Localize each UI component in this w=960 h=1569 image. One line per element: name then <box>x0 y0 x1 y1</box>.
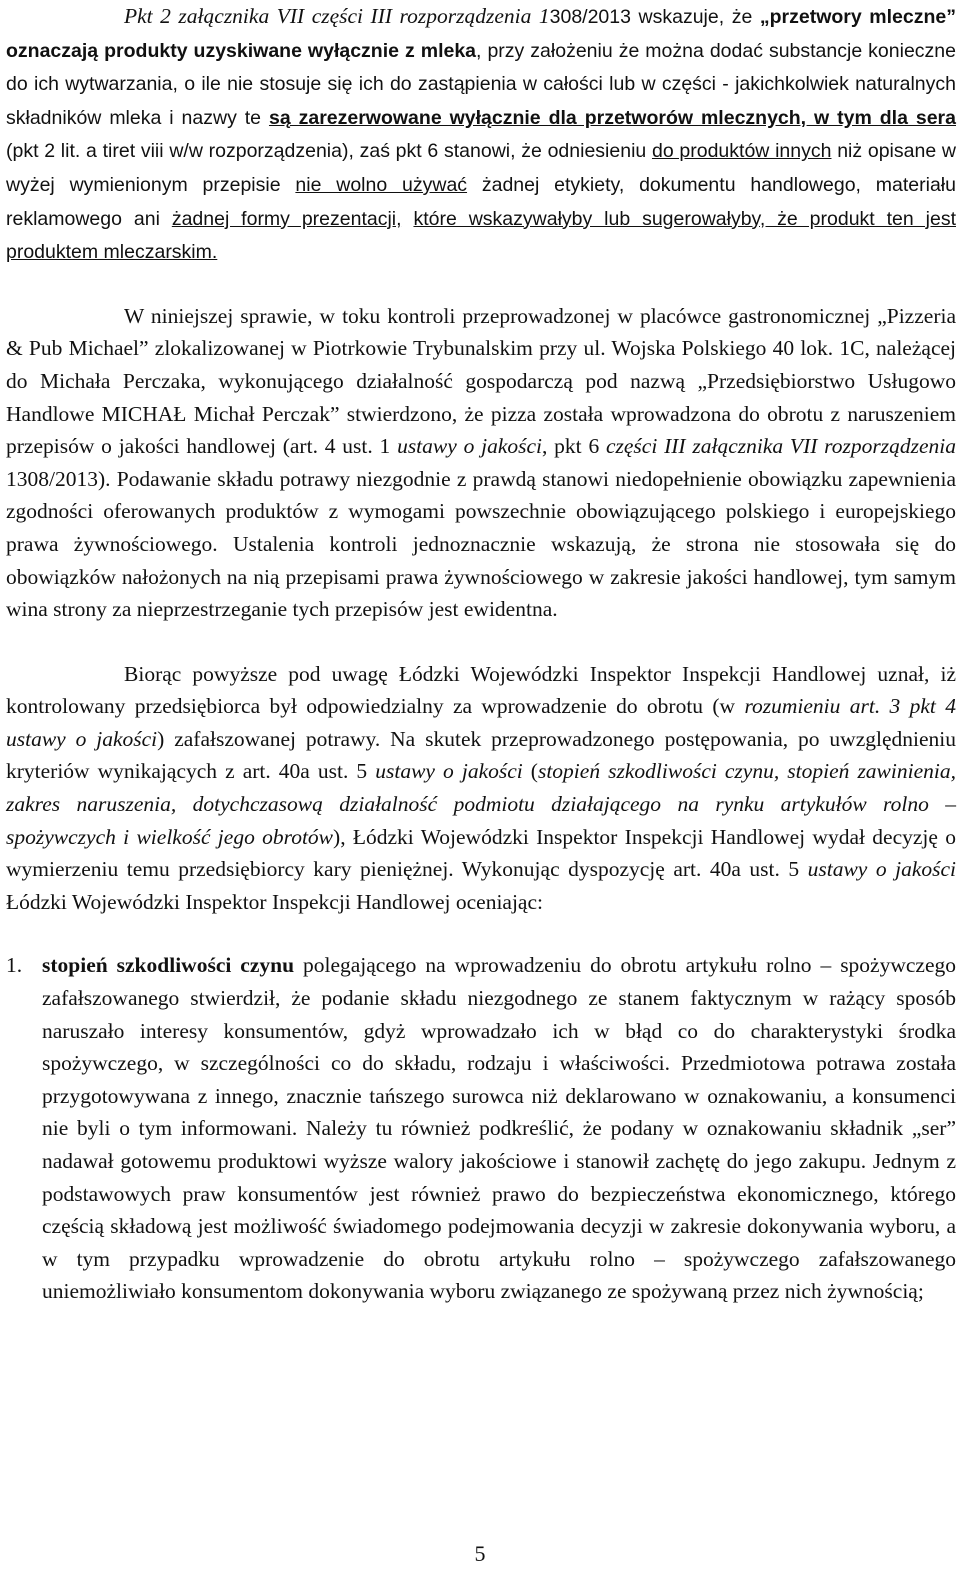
paragraph-inspection-findings <box>6 300 956 626</box>
text-span: , pkt 6 <box>542 434 606 459</box>
document-page <box>6 0 956 1308</box>
text-span: ( <box>522 759 538 784</box>
paragraph-spacer <box>6 269 956 300</box>
dairy-definition: „przetwory mleczne” oznaczają produkty uzyskiwane wyłącznie z mleka <box>6 6 956 62</box>
list-heading: stopień szkodliwości czynu <box>42 953 295 978</box>
text-span <box>402 208 414 230</box>
paragraph-decision <box>6 658 956 919</box>
text-span: żadnej etykiety, dokumentu handlowego, materiału reklamowego ani <box>6 173 956 230</box>
law-reference: rozumieniu art. 3 pkt 4 ustawy o jakości <box>6 694 956 751</box>
law-reference: ustawy o jakości <box>397 434 543 459</box>
text-span: ), Łódzki Wojewódzki Inspektor Inspekcji Handlowej wydał decyzję o wymierzeniu temu przedsiębiorcy kary pieniężnej. Wykonując dyspozycję art. 40a ust. 5 <box>6 824 956 882</box>
text-span: Łódzki Wojewódzki Inspektor Inspekcji Handlowej oceniając: <box>6 889 543 914</box>
law-reference: ustawy o jakości <box>375 759 523 784</box>
list-number: 1. <box>6 953 23 978</box>
text-span: ) zafałszowanej potrawy. Na skutek przeprowadzonego postępowania, po uwzględnieniu kryteriów wynikających z art. 40a ust. 5 <box>6 726 957 784</box>
regulation-reference: części III załącznika VII rozporządzenia <box>605 434 956 459</box>
regulation-reference: Pkt 2 załącznika VII części III rozporządzenia 1 <box>124 4 550 28</box>
page-number: 5 <box>474 1541 486 1566</box>
list-item <box>6 949 956 1308</box>
text-span: 1308/2013). Podawanie składu potrawy niezgodnie z prawdą stanowi niedopełnienie obowiązku zapewnienia zgodności oferowanych produktów z wymogami powszechnie obowiązującego polskiego i europejskiego prawa żywnościowego. Ustalenia kontroli jednoznacznie wskazują, że strona nie stosowała się do obowiązków nałożonych na nią przepisami prawa żywnościowego w zakresie jakości handlowej, tym samym wina strony za nieprzestrzeganie tych przepisów jest ewidentna. <box>6 466 956 622</box>
dairy-suggestion: które wskazywałyby lub sugerowałyby, że produkt ten jest produktem mleczarskim. <box>6 207 956 264</box>
text-span: niż opisane w wyżej wymienionym przepisie <box>6 140 956 196</box>
paragraph-spacer <box>6 918 956 949</box>
paragraph-dairy-regulation <box>6 0 956 269</box>
text-span: 308/2013 wskazuje, że <box>549 6 760 28</box>
reserved-names: są zarezerwowane wyłącznie dla przetworów mlecznych, w tym dla sera <box>268 106 956 129</box>
prohibition: nie wolno używać <box>295 173 468 196</box>
text-span: (pkt 2 lit. a tiret viii w/w rozporządzenia), zaś pkt 6 stanowi, że odniesieniu <box>6 140 652 163</box>
text-span: Biorąc powyższe pod uwagę Łódzki Wojewódzki Inspektor Inspekcji Handlowej uznał, iż kontrolowany przedsiębiorca był odpowiedzialny za wprowadzenie do obrotu (w <box>6 661 956 719</box>
other-products: do produktów innych <box>651 140 832 163</box>
presentation-prohibition: żadnej formy prezentacji, <box>171 207 402 230</box>
text-span: W niniejszej sprawie, w toku kontroli przeprowadzonej w placówce gastronomicznej „Pizzeria & Pub Michael” zlokalizowanej w Piotrkowie Trybunalskim przy ul. Wojska Polskiego 40 lok. 1C, należącej do Michała Perczaka, wykonującego działalność gospodarczą pod nazwą „Przedsiębiorstwo Usługowo Handlowe MICHAŁ Michał Perczak” stwierdzono, że pizza została wprowadzona do obrotu z naruszeniem przepisów o jakości handlowej (art. 4 ust. 1 <box>6 303 956 459</box>
paragraph-spacer <box>6 626 956 658</box>
law-reference: ustawy o jakości <box>807 857 956 882</box>
criteria-list: stopień szkodliwości czynu, stopień zawinienia, zakres naruszenia, dotychczasową działalność podmiotu działającego na rynku artykułów rolno – spożywczych i wielkość jego obrotów <box>6 759 956 849</box>
list-body: polegającego na wprowadzeniu do obrotu artykułu rolno – spożywczego zafałszowanego stwierdził, że podanie składu niezgodnego ze stanem faktycznym w rażący sposób naruszało interesy konsumentów, gdyż wprowadzało ich w błąd co do charakterystyki środka spożywczego, w szczególności co do składu, rodzaju i właściwości. Przedmiotowa potrawa została przygotowywana z innego, znacznie tańszego surowca niż deklarowano w oznakowaniu, a konsumenci nie byli o tym informowani. Należy tu również podkreślić, że podany w oznakowaniu składnik „ser” nadawał gotowemu produktowi wyższe walory jakościowe i stanowił zachętę do jego zakupu. Jednym z podstawowych praw konsumentów jest również prawo do bezpieczeństwa ekonomicznego, którego częścią składową jest możliwość świadomego podejmowania decyzji w zakresie dokonywania wyboru, a w tym przypadku wprowadzenie do obrotu artykułu rolno – spożywczego zafałszowanego uniemożliwiało konsumentom dokonywania wyboru związanego ze spożywaną przez nich żywnością; <box>42 953 957 1304</box>
text-span: , przy założeniu że można dodać substancje konieczne do ich wytwarzania, o ile nie stosuje się ich do zastąpienia w całości lub w części - jakichkolwiek naturalnych składników mleka i nazwy te <box>6 39 956 129</box>
